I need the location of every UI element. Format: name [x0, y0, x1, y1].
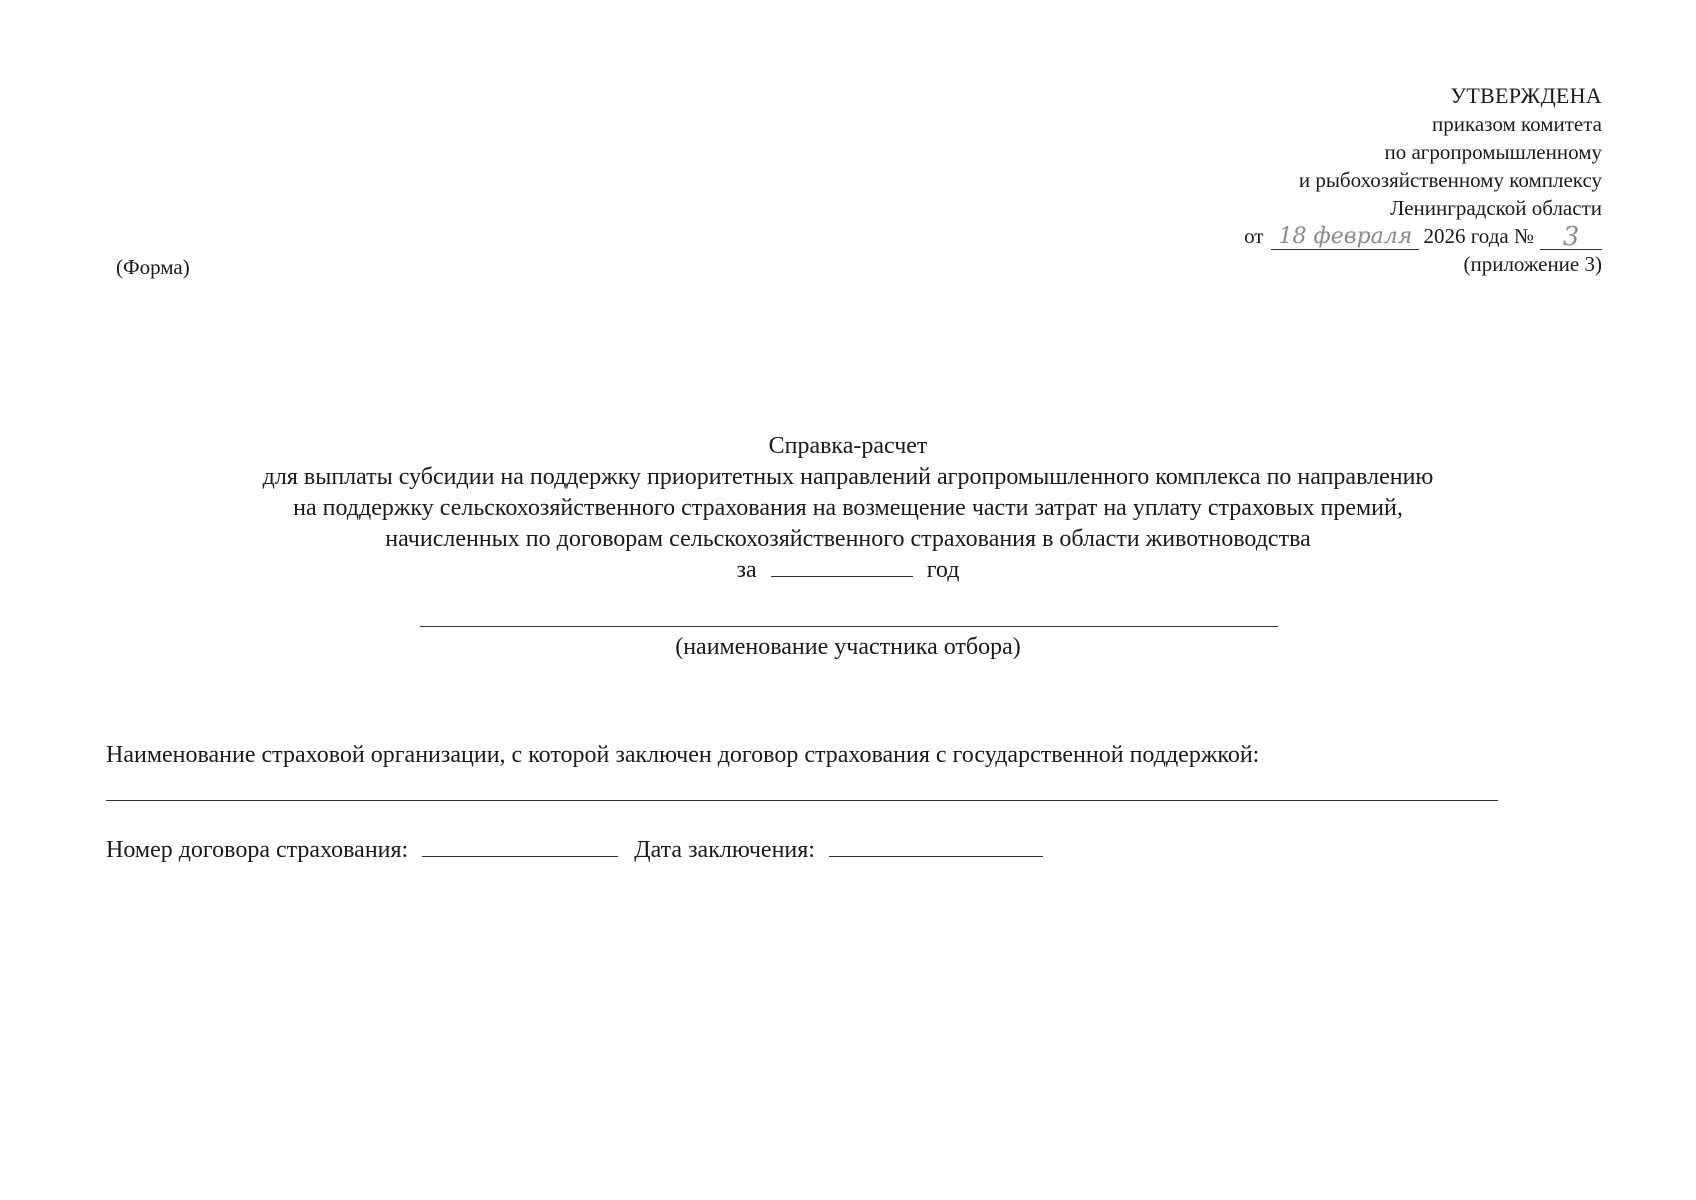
insurer-name-blank-field[interactable]: [106, 800, 1498, 801]
document-heading: [100, 431, 1596, 586]
insurer-label: Наименование страховой организации, с которой заключен договор страхования с государственной поддержкой:: [106, 742, 1260, 768]
heading-title: Справка-расчет: [768, 433, 928, 459]
handwritten-date: 18 февраля: [1271, 225, 1419, 250]
contract-number-blank-field[interactable]: [422, 836, 618, 857]
date-year: 2026 года №: [1423, 224, 1534, 248]
contract-date-blank-field[interactable]: [829, 836, 1043, 857]
approval-line-1: приказом комитета: [1431, 112, 1602, 136]
form-label: (Форма): [116, 255, 190, 279]
date-prefix: от: [1244, 224, 1264, 248]
contract-date-label: Дата заключения:: [634, 837, 815, 863]
approved-title: УТВЕРЖДЕНА: [1450, 83, 1602, 108]
year-blank-field[interactable]: [771, 556, 913, 577]
contract-row: [106, 835, 1043, 866]
approval-date-line: [1244, 222, 1602, 250]
participant-name-blank-field[interactable]: [420, 626, 1278, 627]
heading-line-3: начисленных по договорам сельскохозяйственного страхования в области животноводства: [385, 526, 1311, 552]
approval-line-4: Ленинградской области: [1390, 196, 1602, 220]
appendix-label: (приложение 3): [1463, 252, 1602, 276]
heading-line-1: для выплаты субсидии на поддержку приоритетных направлений агропромышленного комплекса по направлению: [262, 464, 1434, 490]
approval-line-3: и рыбохозяйственному комплексу: [1298, 168, 1602, 192]
period-suffix: год: [926, 557, 960, 583]
period-prefix: за: [736, 557, 757, 583]
handwritten-order-number: 3: [1540, 225, 1602, 250]
participant-caption: (наименование участника отбора): [675, 634, 1021, 660]
contract-number-label: Номер договора страхования:: [106, 837, 409, 863]
approval-stamp: [1244, 82, 1602, 278]
approval-line-2: по агропромышленному: [1384, 140, 1602, 164]
heading-period: [100, 555, 1596, 586]
heading-line-2: на поддержку сельскохозяйственного страхования на возмещение части затрат на уплату страховых премий,: [293, 495, 1403, 521]
